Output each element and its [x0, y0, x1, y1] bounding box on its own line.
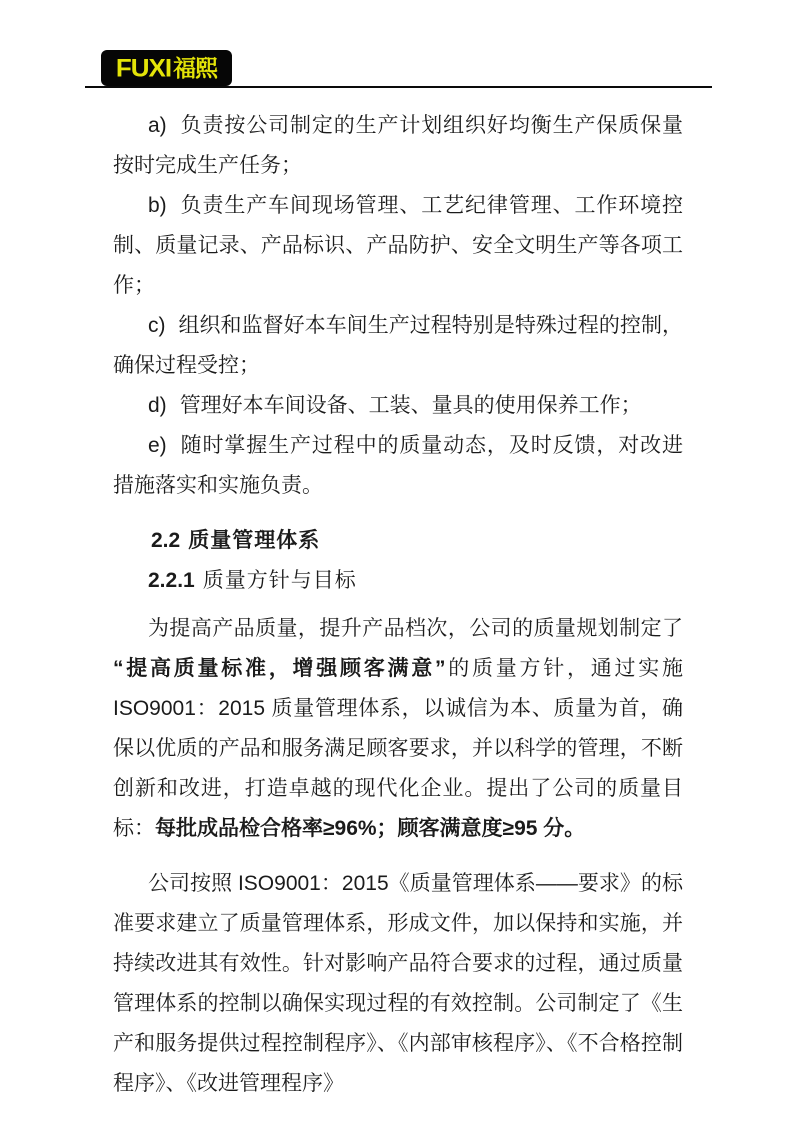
- subsection-heading-2-2-1: [113, 561, 683, 601]
- text-segment: 的质量方针，通过实施 ISO9001：2015 质量管理体系，以诚信为本、质量为首，确保以优质的产品和服务满足顾客要求，并以科学的管理，不断创新和改进，打造卓越的现代化企业。提出了公司的质量目标：: [113, 657, 683, 840]
- document-body: [113, 89, 683, 1104]
- list-item-text: 随时掌握生产过程中的质量动态，及时反馈，对改进措施落实和实施负责。: [113, 434, 683, 497]
- quality-system-paragraph: 公司按照 ISO9001：2015《质量管理体系——要求》的标准要求建立了质量管理体系，形成文件，加以保持和实施，并持续改进其有效性。针对影响产品符合要求的过程，通过质量管理体系的控制以确保实现过程的有效控制。公司制定了《生产和服务提供过程控制程序》、《内部审核程序》、《不合格控制程序》、《改进管理程序》: [113, 872, 683, 1095]
- logo-chinese-text: 福熙: [173, 54, 218, 81]
- section-heading-2-2: [113, 521, 683, 561]
- list-item-a: [113, 106, 683, 186]
- heading-number: 2.2.1: [148, 569, 195, 592]
- logo-latin-text: FUXI: [115, 53, 172, 83]
- list-item-b: [113, 186, 683, 306]
- list-item-text: 管理好本车间设备、工装、量具的使用保养工作；: [179, 394, 642, 417]
- heading-number: 2.2: [151, 529, 181, 552]
- quality-policy-paragraph: [113, 609, 683, 849]
- list-item-text: 组织和监督好本车间生产过程特别是特殊过程的控制，确保过程受控；: [113, 314, 683, 377]
- list-marker: a): [148, 114, 167, 137]
- company-logo: [101, 50, 232, 86]
- list-item-text: 负责按公司制定的生产计划组织好均衡生产保质保量按时完成生产任务；: [113, 114, 683, 177]
- text-segment: “提高质量标准，增强顾客满意”: [113, 657, 446, 680]
- heading-title: 质量方针与目标: [202, 569, 357, 592]
- heading-title: 质量管理体系: [188, 529, 321, 552]
- header-divider: [85, 86, 712, 88]
- text-segment: 为提高产品质量，提升产品档次，公司的质量规划制定了: [148, 617, 683, 640]
- list-marker: b): [148, 194, 167, 217]
- list-marker: c): [148, 314, 166, 337]
- list-marker: e): [148, 434, 167, 457]
- list-item-e: [113, 426, 683, 506]
- list-marker: d): [148, 394, 167, 417]
- list-item-text: 负责生产车间现场管理、工艺纪律管理、工作环境控制、质量记录、产品标识、产品防护、安全文明生产等各项工作；: [113, 194, 683, 297]
- text-segment: 每批成品检合格率≥96%；顾客满意度≥95 分。: [155, 817, 586, 840]
- list-item-c: [113, 306, 683, 386]
- list-item-d: [113, 386, 683, 426]
